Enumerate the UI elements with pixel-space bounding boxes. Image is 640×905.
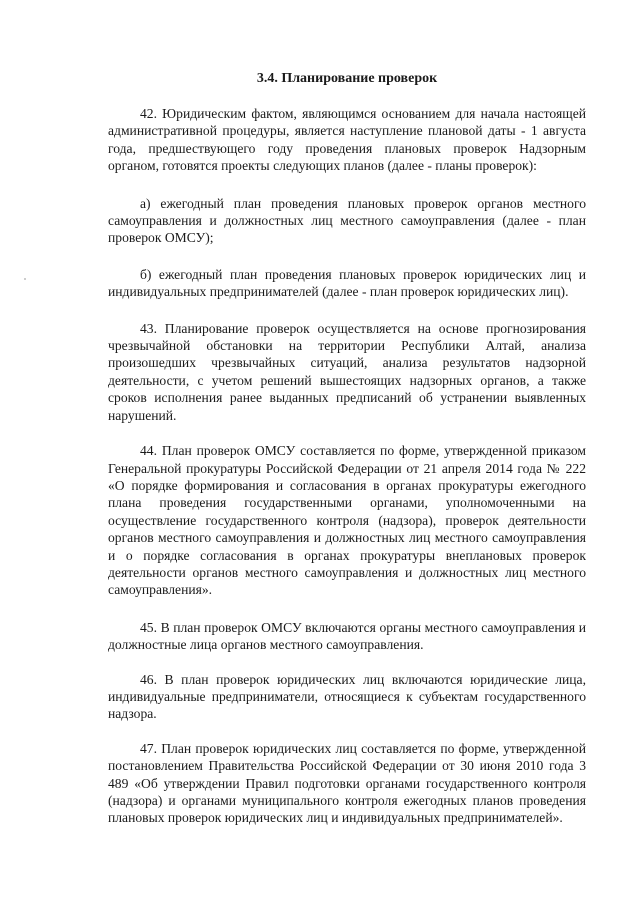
paragraph-45: 45. В план проверок ОМСУ включаются органы местного самоуправления и должностные лица органов местного самоуправления.: [108, 619, 586, 653]
margin-mark: [24, 278, 26, 280]
paragraph-42-a: а) ежегодный план проведения плановых проверок органов местного самоуправления и должностных лиц местного самоуправления (далее - план проверок ОМСУ);: [108, 195, 586, 246]
section-heading: 3.4. Планирование проверок: [256, 71, 438, 86]
paragraph-42-b: б) ежегодный план проведения плановых проверок юридических лиц и индивидуальных предпринимателей (далее - план проверок юридических лиц).: [108, 266, 586, 300]
paragraph-44: 44. План проверок ОМСУ составляется по форме, утвержденной приказом Генеральной прокуратуры Российской Федерации от 21 апреля 2014 года № 222 «О порядке формирования и согласования в органах прокуратуры ежегодного плана проведения государственными органами, уполномоченными на осуществление государственного контроля (надзора), проверок деятельности органов местного самоуправления и должностных лиц местного самоуправления и о порядке согласования в органах прокуратуры внеплановых проверок деятельности органов местного самоуправления и должностных лиц местного самоуправления».: [108, 443, 586, 598]
paragraph-46: 46. В план проверок юридических лиц включаются юридические лица, индивидуальные предприниматели, относящиеся к субъектам государственного надзора.: [108, 671, 586, 722]
paragraph-47: 47. План проверок юридических лиц составляется по форме, утвержденной постановлением Правительства Российской Федерации от 30 июня 2010 года 3 489 «Об утверждении Правил подготовки органами государственного контроля (надзора) и органами муниципального контроля ежегодных планов проведения плановых проверок юридических лиц и индивидуальных предпринимателей».: [108, 740, 586, 826]
paragraph-42: 42. Юридическим фактом, являющимся основанием для начала настоящей административной процедуры, является наступление плановой даты - 1 августа года, предшествующего году проведения плановых проверок Надзорным органом, готовятся проекты следующих планов (далее - планы проверок):: [108, 106, 586, 174]
paragraph-43: 43. Планирование проверок осуществляется на основе прогнозирования чрезвычайной обстановки на территории Республики Алтай, анализа произошедших чрезвычайных ситуаций, анализа результатов надзорной деятельности, с учетом решений вышестоящих надзорных органов, а также сроков исполнения ранее выданных предписаний об устранении выявленных нарушений.: [108, 320, 586, 423]
document-body: [108, 70, 586, 844]
